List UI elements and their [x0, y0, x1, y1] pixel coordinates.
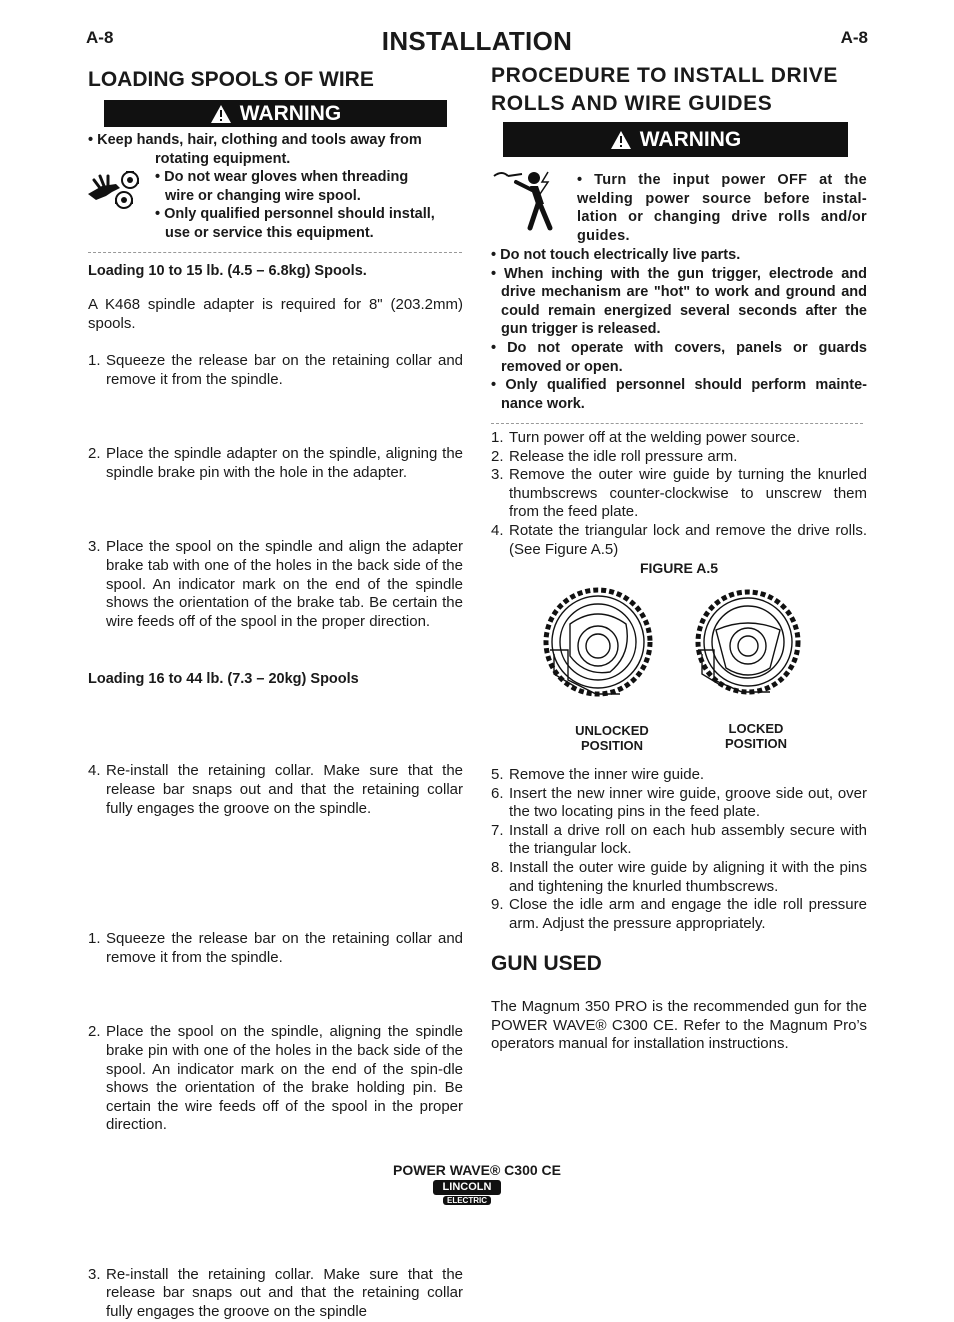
list-number: 9.: [491, 896, 504, 914]
page-title: INSTALLATION: [381, 26, 573, 56]
figure-label-line: LOCKED: [728, 721, 784, 736]
list-number: 4.: [491, 521, 504, 539]
warning-triangle-icon: [210, 104, 232, 124]
list-item: [491, 896, 867, 933]
list-item: [491, 522, 867, 559]
list-number: 5.: [491, 766, 504, 783]
list-number: 1.: [491, 429, 504, 446]
warning-line: • Do not wear gloves when threading: [155, 169, 409, 186]
footer-model-name: POWER WAVE® C300 CE: [393, 1162, 561, 1178]
electric-shock-icon: [492, 168, 564, 232]
warning-text-right: [491, 246, 867, 413]
list-text: Re-install the retaining collar. Make sure that the release bar snaps out and that the retaining collar fully engages the groove on the spindle: [106, 1265, 463, 1321]
section-title-line: PROCEDURE TO INSTALL DRIVE: [491, 64, 838, 87]
warning-label-left: WARNING: [239, 101, 342, 125]
list-text: Squeeze the release bar on the retaining collar and remove it from the spindle.: [106, 930, 463, 966]
list-text: Remove the inner wire guide.: [509, 766, 705, 783]
section-title-loading-spools: LOADING SPOOLS OF WIRE: [88, 68, 374, 91]
list-number: 4.: [88, 762, 101, 780]
warning-line: rotating equipment.: [155, 150, 291, 167]
list-text: Place the spool on the spindle, aligning the spindle brake pin with one of the holes in the back side of the spool. An indicator mark on the end of the spin-dle shows the orientation of the brake holding pin. Be certain the wire feeds off of the spool in the proper direction.: [106, 1023, 463, 1134]
divider-right: [491, 423, 863, 424]
list-item: [491, 766, 867, 785]
list-text: Remove the outer wire guide by turning the knurled thumbscrews counter-clockwise to unscrew them from the feed plate.: [509, 466, 867, 521]
warning-banner-left: [104, 100, 447, 127]
list-item: [491, 822, 867, 859]
subsection-title-small-spools: Loading 10 to 15 lb. (4.5 – 6.8kg) Spools.: [88, 263, 367, 279]
list-item: [88, 930, 463, 967]
logo-top: LINCOLN: [433, 1180, 501, 1195]
list-number: 3.: [491, 466, 504, 484]
paragraph-gun-used: The Magnum 350 PRO is the recommended gun for the POWER WAVE® C300 CE. Refer to the Magnum Pro’s operators manual for installation instructions.: [491, 998, 867, 1053]
list-number: 3.: [88, 1265, 101, 1283]
list-item: [491, 448, 867, 467]
list-number: 6.: [491, 784, 504, 802]
figure-label-locked: [698, 721, 814, 751]
list-number: 7.: [491, 821, 504, 839]
list-item: [491, 429, 867, 448]
list-item: [88, 762, 463, 818]
list-number: 1.: [88, 352, 101, 369]
list-text: Install the outer wire guide by aligning it with the pins and tightening the knurled thumbscrews.: [509, 858, 867, 895]
steps-list-b: [491, 766, 867, 933]
rotating-gears-hand-icon: [86, 168, 148, 212]
subsection-title-large-spools: Loading 16 to 44 lb. (7.3 – 20kg) Spools: [88, 671, 359, 687]
list-text: Place the spool on the spindle and align the adapter brake tab with one of the holes in the back side of the spool. An indicator mark on the end of the spindle shows the orientation of the brake tab. Be certain the wire feeds off of the spool in the proper direction.: [106, 538, 463, 630]
warning-label-right: WARNING: [639, 127, 742, 151]
section-title-line: ROLLS AND WIRE GUIDES: [491, 92, 773, 115]
warning-line: use or service this equipment.: [165, 224, 374, 241]
list-item: [88, 352, 463, 389]
warning-line: • Do not touch electrically live parts.: [491, 247, 741, 263]
figure-label-unlocked: [550, 723, 674, 753]
list-text: Turn power off at the welding power source.: [509, 429, 800, 446]
list-item: [88, 445, 463, 482]
gear-locked-illustration: [690, 586, 810, 721]
warning-triangle-icon: [610, 130, 632, 150]
list-number: 1.: [88, 930, 101, 948]
logo-bottom: ELECTRIC: [443, 1196, 491, 1205]
list-number: 2.: [491, 447, 504, 465]
list-item: [491, 859, 867, 896]
figure-label-line: POSITION: [724, 736, 788, 751]
list-text: Place the spindle adapter on the spindle, aligning the spindle brake pin with the hole in the adapter.: [106, 445, 463, 481]
warning-banner-right: [503, 122, 848, 157]
list-text: Re-install the retaining collar. Make sure that the release bar snaps out and that the retaining collar fully engages the groove on the spindle.: [106, 762, 463, 817]
page-number-left: A-8: [86, 28, 114, 47]
warning-line: • Only qualified personnel should perform mainte-nance work.: [491, 377, 867, 412]
figure-title: FIGURE A.5: [639, 560, 719, 576]
list-number: 8.: [491, 858, 504, 876]
warning-line: • Do not operate with covers, panels or guards removed or open.: [491, 339, 867, 375]
list-text: Insert the new inner wire guide, groove side out, over the two locating pins in the feed plate.: [509, 784, 867, 821]
section-title-drive-rolls: [491, 62, 838, 118]
list-text: Squeeze the release bar on the retaining collar and remove it from the spindle.: [106, 352, 463, 388]
list-text: Rotate the triangular lock and remove the drive rolls. (See Figure A.5): [509, 521, 867, 558]
figure-label-line: POSITION: [580, 738, 644, 753]
list-item: [491, 466, 867, 522]
warning-line: wire or changing wire spool.: [165, 187, 361, 204]
lincoln-electric-logo: [433, 1180, 501, 1205]
list-text: Release the idle roll pressure arm.: [509, 447, 738, 465]
gear-unlocked-illustration: [540, 584, 660, 719]
list-item: [88, 1023, 463, 1135]
warning-line: • Only qualified personnel should install,: [155, 206, 435, 223]
list-text: Install a drive roll on each hub assembly secure with the triangular lock.: [509, 821, 867, 858]
section-title-gun-used: GUN USED: [491, 952, 602, 975]
steps-list-a: [491, 429, 867, 559]
warning-line: • When inching with the gun trigger, electrode and drive mechanism are "hot" to work and ground and could remain energized several seconds after the gun trigger is released.: [491, 265, 867, 338]
warning-line: • Keep hands, hair, clothing and tools away from: [88, 132, 422, 148]
paragraph-adapter-note: A K468 spindle adapter is required for 8" (203.2mm) spools.: [88, 296, 463, 332]
page-number-right: A-8: [840, 28, 868, 47]
list-item: [88, 1266, 463, 1322]
list-item: [88, 538, 463, 631]
warning-text-power-off: • Turn the input power OFF at the welding power source before instal-lation or changing drive rolls and/or guides.: [577, 172, 867, 244]
list-number: 3.: [88, 538, 101, 556]
list-text: Close the idle arm and engage the idle roll pressure arm. Adjust the pressure appropriately.: [509, 896, 867, 932]
list-number: 2.: [88, 445, 101, 463]
figure-label-line: UNLOCKED: [575, 723, 649, 738]
divider-left: [88, 252, 462, 253]
list-number: 2.: [88, 1023, 101, 1041]
list-item: [491, 785, 867, 822]
